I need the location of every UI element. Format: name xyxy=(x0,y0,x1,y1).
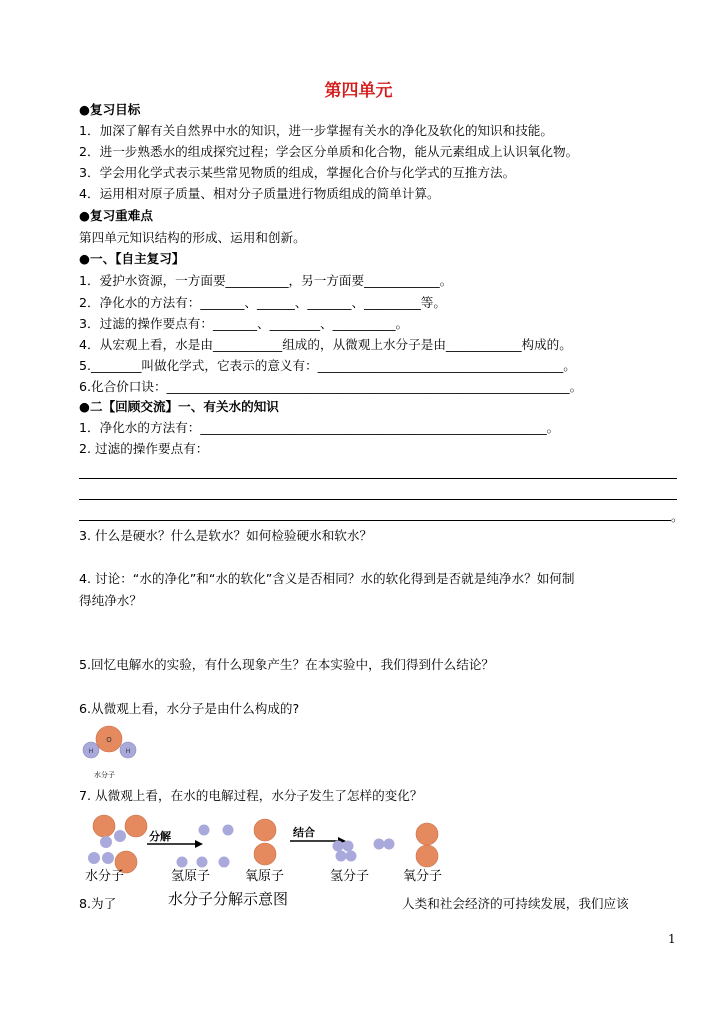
hydrogen-atom xyxy=(343,841,354,852)
arrow-label-decompose: 分解 xyxy=(149,830,171,843)
hydrogen-atom xyxy=(374,839,385,850)
hydrogen-atom xyxy=(177,857,188,868)
recall-item: 1．净化水的方法有：_______________________________________________________。 xyxy=(79,420,560,435)
recall-item: 5.回忆电解水的实验，有什么现象产生？在本实验中，我们得到什么结论？ xyxy=(79,657,495,672)
arrow-label-combine: 结合 xyxy=(293,826,315,839)
goal-item: 2．进一步熟悉水的组成探究过程；学会区分单质和化合物，能从元素组成上认识氧化物。 xyxy=(79,144,579,159)
self-review-heading: ●一、【自主复习】 xyxy=(79,251,185,266)
hydrogen-atom xyxy=(102,852,114,864)
hydrogen-atom xyxy=(223,825,234,836)
hydrogen-atom xyxy=(336,851,347,862)
self-review-item: 4．从宏观上看，水是由___________组成的，从微观上水分子是由____________构成的。 xyxy=(79,337,572,352)
hydrogen-atom xyxy=(199,825,210,836)
hydrogen-atom xyxy=(197,857,208,868)
hydrogen-atom xyxy=(333,841,344,852)
oxygen-label: O xyxy=(106,736,112,744)
recall-item: 6.从微观上看，水分子是由什么构成的? xyxy=(79,701,300,716)
page-number: 1 xyxy=(668,932,676,946)
goal-item: 3．学会用化学式表示某些常见物质的组成，掌握化合价与化学式的互推方法。 xyxy=(79,165,516,180)
self-review-item: 6.化合价口诀：________________________________________________________________。 xyxy=(79,379,583,394)
goal-item: 1．加深了解有关自然界中水的知识，进一步掌握有关水的净化及软化的知识和技能。 xyxy=(79,123,553,138)
recall-item: 得纯净水？ xyxy=(79,593,142,608)
label-hydrogen-atom: 氢原子 xyxy=(171,869,211,884)
self-review-item: 3．过滤的操作要点有：_______、________、__________。 xyxy=(79,316,409,331)
oxygen-atom xyxy=(93,815,115,837)
hydrogen-label: H xyxy=(125,748,131,755)
recall-item: 7. 从微观上看，在水的电解过程，水分子发生了怎样的变化？ xyxy=(79,788,423,803)
goal-item: 4．运用相对原子质量、相对分子质量进行物质组成的简单计算。 xyxy=(79,186,440,201)
rule-end-period: 。 xyxy=(671,509,684,524)
self-review-item: 2．净化水的方法有：_______、______、_______、_________等。 xyxy=(79,295,446,310)
oxygen-atom xyxy=(254,819,276,841)
hydrogen-atom xyxy=(114,830,126,842)
recall-item: 2. 过滤的操作要点有： xyxy=(79,441,209,456)
recall-heading: ●二【回顾交流】一、有关水的知识 xyxy=(79,399,279,414)
answer-rule xyxy=(79,499,677,500)
water-molecule-figure xyxy=(82,724,162,784)
review-goals-heading: ●复习目标 xyxy=(79,102,141,117)
hydrogen-label: H xyxy=(88,748,94,755)
oxygen-atom xyxy=(125,815,147,837)
oxygen-atom xyxy=(254,843,276,865)
label-hydrogen-molecule: 氢分子 xyxy=(330,869,370,884)
label-water-molecule: 水分子 xyxy=(85,869,125,884)
self-review-item: 5.________叫做化学式，它表示的意义有：_______________________________________。 xyxy=(79,358,576,373)
answer-rule xyxy=(79,520,671,521)
hydrogen-atom xyxy=(88,852,100,864)
oxygen-atom xyxy=(416,823,438,845)
molecule-caption: 水分子 xyxy=(94,771,115,779)
label-oxygen-molecule: 氧分子 xyxy=(403,869,443,884)
item8-right: 人类和社会经济的可持续发展，我们应该 xyxy=(402,896,629,911)
label-oxygen-atom: 氧原子 xyxy=(245,869,285,884)
hydrogen-atom xyxy=(346,851,357,862)
recall-item: 3. 什么是硬水？什么是软水？如何检验硬水和软水？ xyxy=(79,528,373,543)
hydrogen-atom xyxy=(384,839,395,850)
self-review-item: 1．爱护水资源，一方面要__________，另一方面要____________。 xyxy=(79,273,453,288)
hydrogen-atom xyxy=(219,857,230,868)
key-points-text: 第四单元知识结构的形成、运用和创新。 xyxy=(79,230,306,245)
arrow-head xyxy=(195,840,203,848)
oxygen-atom xyxy=(416,845,438,867)
page-title: 第四单元 xyxy=(324,81,393,101)
answer-rule xyxy=(79,478,677,479)
key-points-heading: ●复习重难点 xyxy=(79,208,153,223)
hydrogen-atom xyxy=(100,836,112,848)
recall-item: 4. 讨论：“水的净化”和“水的软化”含义是否相同？水的软化得到是否就是纯净水？如何制 xyxy=(79,571,575,586)
decomposition-diagram xyxy=(85,814,455,884)
item8-left: 8.为了 xyxy=(79,896,117,911)
diagram-caption: 水分子分解示意图 xyxy=(168,890,289,908)
